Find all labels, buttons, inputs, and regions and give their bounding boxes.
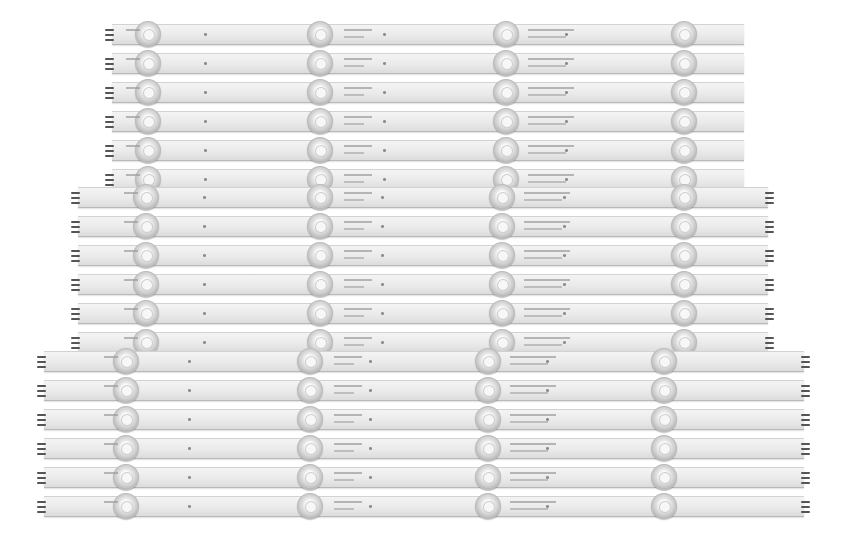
led-lens [475, 348, 501, 374]
connector-pins-right [801, 472, 810, 484]
silkscreen-marking [344, 145, 372, 147]
solder-point [204, 120, 207, 123]
silkscreen-marking [344, 123, 364, 125]
silkscreen-marking [344, 58, 372, 60]
connector-pins-right [765, 250, 774, 262]
solder-point [563, 312, 566, 315]
led-lens [651, 493, 677, 519]
silkscreen-marking [104, 472, 118, 474]
led-lens [493, 79, 519, 105]
connector-pins-left [37, 414, 46, 426]
silkscreen-marking [528, 123, 566, 125]
led-lens [297, 493, 323, 519]
solder-point [369, 476, 372, 479]
solder-point [203, 225, 206, 228]
led-lens [113, 406, 139, 432]
solder-point [383, 62, 386, 65]
led-strip [44, 380, 804, 401]
connector-pins-right [765, 279, 774, 291]
solder-point [563, 254, 566, 257]
led-lens [133, 184, 159, 210]
led-lens [297, 464, 323, 490]
solder-point [369, 389, 372, 392]
silkscreen-marking [528, 58, 574, 60]
silkscreen-marking [528, 36, 566, 38]
silkscreen-marking [528, 87, 574, 89]
silkscreen-marking [126, 58, 140, 60]
connector-pins-left [71, 337, 80, 349]
connector-pins-left [71, 192, 80, 204]
solder-point [381, 341, 384, 344]
silkscreen-marking [344, 228, 364, 230]
silkscreen-marking [124, 337, 138, 339]
connector-pins-left [105, 87, 114, 99]
led-strip [44, 438, 804, 459]
strip-group-top [112, 24, 744, 198]
led-lens [297, 377, 323, 403]
connector-pins-right [801, 385, 810, 397]
led-lens [297, 406, 323, 432]
led-lens [671, 108, 697, 134]
strip-group-bottom [44, 351, 804, 525]
connector-pins-right [765, 192, 774, 204]
solder-point [381, 196, 384, 199]
led-lens [307, 213, 333, 239]
solder-point [188, 389, 191, 392]
connector-pins-left [37, 472, 46, 484]
led-lens [489, 300, 515, 326]
connector-pins-right [765, 221, 774, 233]
led-lens [113, 348, 139, 374]
silkscreen-marking [344, 192, 372, 194]
led-lens [489, 213, 515, 239]
solder-point [188, 476, 191, 479]
led-lens [307, 79, 333, 105]
connector-pins-left [71, 221, 80, 233]
solder-point [204, 62, 207, 65]
solder-point [203, 254, 206, 257]
silkscreen-marking [344, 257, 364, 259]
silkscreen-marking [344, 152, 364, 154]
silkscreen-marking [344, 308, 372, 310]
led-lens [307, 50, 333, 76]
silkscreen-marking [334, 363, 354, 365]
connector-pins-left [105, 174, 114, 186]
silkscreen-marking [334, 450, 354, 452]
led-lens [133, 271, 159, 297]
silkscreen-marking [510, 421, 548, 423]
led-lens [475, 493, 501, 519]
silkscreen-marking [344, 279, 372, 281]
silkscreen-marking [334, 472, 362, 474]
silkscreen-marking [334, 508, 354, 510]
silkscreen-marking [528, 174, 574, 176]
silkscreen-marking [510, 356, 556, 358]
silkscreen-marking [524, 199, 562, 201]
silkscreen-marking [524, 228, 562, 230]
silkscreen-marking [524, 344, 562, 346]
led-lens [493, 21, 519, 47]
solder-point [383, 178, 386, 181]
silkscreen-marking [528, 116, 574, 118]
led-lens [475, 464, 501, 490]
silkscreen-marking [334, 356, 362, 358]
solder-point [369, 360, 372, 363]
solder-point [381, 225, 384, 228]
silkscreen-marking [524, 192, 570, 194]
silkscreen-marking [334, 385, 362, 387]
silkscreen-marking [528, 94, 566, 96]
solder-point [383, 120, 386, 123]
connector-pins-right [765, 308, 774, 320]
silkscreen-marking [126, 87, 140, 89]
connector-pins-left [105, 58, 114, 70]
led-lens [651, 348, 677, 374]
led-lens [489, 242, 515, 268]
silkscreen-marking [510, 392, 548, 394]
led-strip [112, 82, 744, 103]
solder-point [563, 341, 566, 344]
led-lens [671, 50, 697, 76]
connector-pins-left [105, 116, 114, 128]
led-lens [307, 137, 333, 163]
silkscreen-marking [524, 315, 562, 317]
solder-point [369, 418, 372, 421]
led-lens [135, 79, 161, 105]
led-strip [78, 303, 768, 324]
silkscreen-marking [124, 192, 138, 194]
led-lens [297, 348, 323, 374]
silkscreen-marking [344, 87, 372, 89]
silkscreen-marking [126, 116, 140, 118]
connector-pins-left [71, 250, 80, 262]
led-lens [489, 184, 515, 210]
led-lens [671, 21, 697, 47]
solder-point [188, 418, 191, 421]
silkscreen-marking [344, 286, 364, 288]
silkscreen-marking [528, 181, 566, 183]
led-lens [307, 300, 333, 326]
silkscreen-marking [528, 145, 574, 147]
led-strip [44, 351, 804, 372]
solder-point [203, 312, 206, 315]
silkscreen-marking [510, 508, 548, 510]
solder-point [383, 149, 386, 152]
led-lens [651, 435, 677, 461]
led-lens [493, 50, 519, 76]
solder-point [563, 283, 566, 286]
solder-point [204, 91, 207, 94]
led-lens [489, 271, 515, 297]
silkscreen-marking [124, 221, 138, 223]
led-strip [112, 140, 744, 161]
connector-pins-right [801, 501, 810, 513]
solder-point [188, 360, 191, 363]
led-lens [307, 271, 333, 297]
solder-point [203, 196, 206, 199]
strip-group-middle [78, 187, 768, 361]
silkscreen-marking [344, 315, 364, 317]
led-strip [78, 216, 768, 237]
solder-point [563, 225, 566, 228]
silkscreen-marking [528, 152, 566, 154]
silkscreen-marking [344, 174, 372, 176]
silkscreen-marking [334, 501, 362, 503]
led-lens [135, 108, 161, 134]
silkscreen-marking [510, 450, 548, 452]
led-strip [78, 187, 768, 208]
silkscreen-marking [334, 421, 354, 423]
silkscreen-marking [344, 337, 372, 339]
led-strip [44, 496, 804, 517]
solder-point [383, 91, 386, 94]
solder-point [369, 447, 372, 450]
silkscreen-marking [334, 392, 354, 394]
connector-pins-right [801, 414, 810, 426]
silkscreen-marking [524, 286, 562, 288]
silkscreen-marking [524, 308, 570, 310]
silkscreen-marking [344, 29, 372, 31]
silkscreen-marking [126, 174, 140, 176]
led-lens [671, 79, 697, 105]
silkscreen-marking [124, 308, 138, 310]
solder-point [188, 505, 191, 508]
silkscreen-marking [510, 472, 556, 474]
led-strip [44, 409, 804, 430]
led-lens [135, 50, 161, 76]
silkscreen-marking [344, 36, 364, 38]
silkscreen-marking [104, 385, 118, 387]
solder-point [383, 33, 386, 36]
led-lens [651, 377, 677, 403]
solder-point [203, 283, 206, 286]
solder-point [381, 283, 384, 286]
silkscreen-marking [510, 501, 556, 503]
solder-point [563, 196, 566, 199]
silkscreen-marking [334, 414, 362, 416]
connector-pins-left [71, 279, 80, 291]
silkscreen-marking [510, 414, 556, 416]
silkscreen-marking [510, 363, 548, 365]
led-lens [475, 406, 501, 432]
silkscreen-marking [510, 443, 556, 445]
connector-pins-left [37, 356, 46, 368]
silkscreen-marking [528, 29, 574, 31]
silkscreen-marking [344, 344, 364, 346]
led-strip [112, 24, 744, 45]
led-strip [78, 274, 768, 295]
silkscreen-marking [524, 337, 570, 339]
connector-pins-left [37, 501, 46, 513]
silkscreen-marking [104, 501, 118, 503]
silkscreen-marking [124, 250, 138, 252]
silkscreen-marking [528, 65, 566, 67]
led-lens [133, 300, 159, 326]
solder-point [381, 312, 384, 315]
led-lens [671, 271, 697, 297]
silkscreen-marking [344, 94, 364, 96]
silkscreen-marking [104, 356, 118, 358]
led-lens [651, 464, 677, 490]
led-lens [651, 406, 677, 432]
solder-point [204, 178, 207, 181]
connector-pins-left [37, 443, 46, 455]
led-lens [113, 435, 139, 461]
silkscreen-marking [124, 279, 138, 281]
connector-pins-left [71, 308, 80, 320]
led-lens [671, 242, 697, 268]
led-lens [133, 213, 159, 239]
silkscreen-marking [104, 414, 118, 416]
led-lens [297, 435, 323, 461]
led-strip [112, 111, 744, 132]
connector-pins-left [105, 29, 114, 41]
silkscreen-marking [104, 443, 118, 445]
led-lens [133, 242, 159, 268]
connector-pins-right [801, 356, 810, 368]
connector-pins-right [765, 337, 774, 349]
silkscreen-marking [334, 479, 354, 481]
solder-point [369, 505, 372, 508]
connector-pins-right [801, 443, 810, 455]
solder-point [381, 254, 384, 257]
solder-point [204, 149, 207, 152]
led-lens [671, 137, 697, 163]
silkscreen-marking [510, 385, 556, 387]
led-lens [135, 21, 161, 47]
silkscreen-marking [510, 479, 548, 481]
silkscreen-marking [344, 65, 364, 67]
silkscreen-marking [524, 257, 562, 259]
solder-point [203, 341, 206, 344]
led-strip [112, 53, 744, 74]
led-lens [671, 213, 697, 239]
silkscreen-marking [524, 250, 570, 252]
silkscreen-marking [344, 221, 372, 223]
led-lens [113, 464, 139, 490]
silkscreen-marking [344, 199, 364, 201]
led-lens [135, 137, 161, 163]
silkscreen-marking [126, 29, 140, 31]
silkscreen-marking [334, 443, 362, 445]
led-lens [493, 137, 519, 163]
led-lens [307, 242, 333, 268]
led-lens [671, 184, 697, 210]
solder-point [204, 33, 207, 36]
led-strip [78, 245, 768, 266]
led-lens [307, 184, 333, 210]
led-lens [475, 377, 501, 403]
solder-point [188, 447, 191, 450]
silkscreen-marking [126, 145, 140, 147]
led-lens [307, 21, 333, 47]
connector-pins-left [105, 145, 114, 157]
led-lens [671, 300, 697, 326]
silkscreen-marking [524, 221, 570, 223]
silkscreen-marking [344, 181, 364, 183]
led-lens [307, 108, 333, 134]
silkscreen-marking [524, 279, 570, 281]
connector-pins-left [37, 385, 46, 397]
led-lens [493, 108, 519, 134]
silkscreen-marking [344, 116, 372, 118]
led-strip [44, 467, 804, 488]
led-lens [475, 435, 501, 461]
silkscreen-marking [344, 250, 372, 252]
led-lens [113, 493, 139, 519]
led-lens [113, 377, 139, 403]
